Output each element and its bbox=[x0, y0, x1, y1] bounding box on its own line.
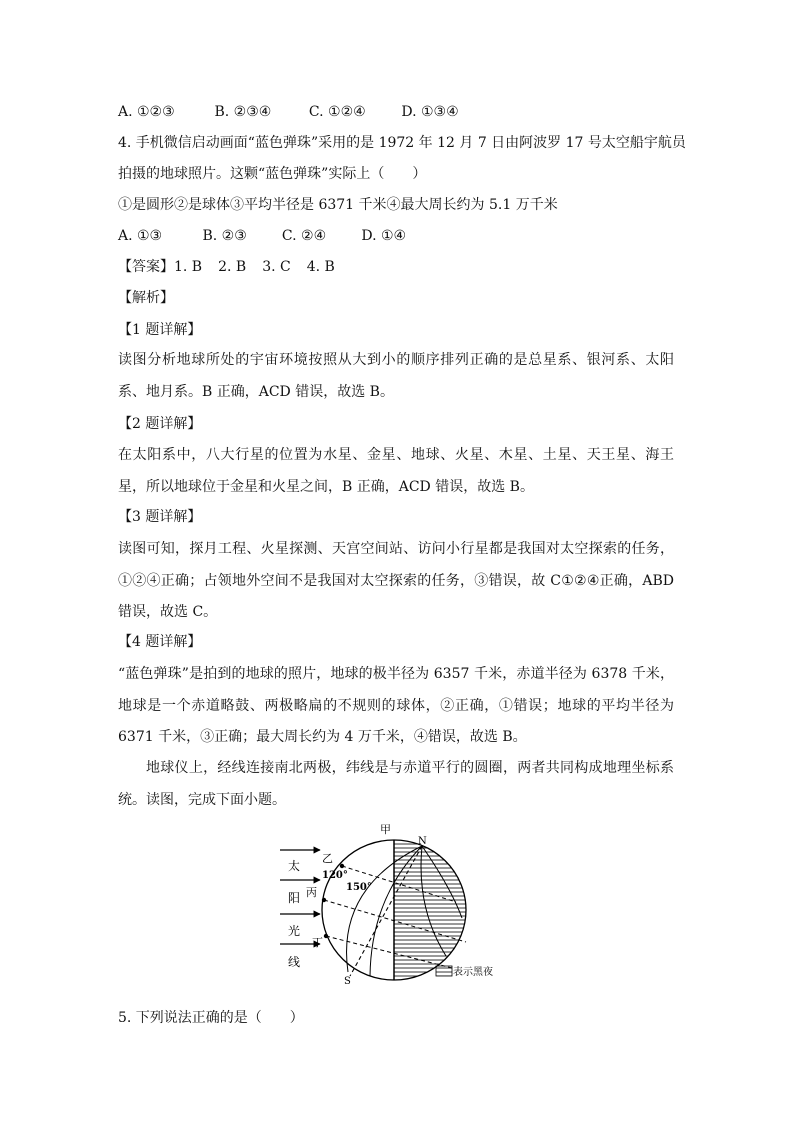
answer-3: 3. C bbox=[262, 259, 291, 275]
answer-line bbox=[118, 257, 351, 277]
globe-figure bbox=[276, 818, 506, 990]
legend-swatch bbox=[436, 966, 452, 976]
q3-option-b: B. ②③④ bbox=[214, 104, 272, 120]
q5-stem: 5. 下列说法正确的是（ ） bbox=[118, 1010, 304, 1026]
sun-char-4: 线 bbox=[288, 955, 301, 969]
q4-statements: ①是圆形②是球体③平均半径是 6371 千米④最大周长约为 5.1 万千米 bbox=[118, 197, 558, 213]
label-bing: 丙 bbox=[306, 886, 317, 899]
q4-option-d: D. ①④ bbox=[361, 228, 407, 244]
q3-heading: 【3 题详解】 bbox=[118, 509, 202, 525]
q4-detail-heading: 【4 题详解】 bbox=[118, 634, 202, 650]
q2-heading: 【2 题详解】 bbox=[118, 416, 202, 432]
point-bing-dot bbox=[322, 898, 326, 902]
analysis-label: 【解析】 bbox=[118, 290, 174, 306]
q3-option-a: A. ①②③ bbox=[118, 104, 175, 120]
q1-heading: 【1 题详解】 bbox=[118, 322, 202, 338]
answer-4: 4. B bbox=[306, 259, 335, 275]
q4-options bbox=[118, 226, 406, 246]
sun-char-1: 太 bbox=[288, 859, 301, 873]
legend-label: 表示黑夜 bbox=[453, 967, 493, 978]
label-yi: 乙 bbox=[322, 852, 333, 865]
intro-paragraph: 地球仪上，经线连接南北两极，纬线是与赤道平行的圆圈，两者共同构成地理坐标系统。读图，完成下面小题。 bbox=[118, 760, 674, 808]
label-south: S bbox=[344, 976, 351, 987]
label-150: 150° bbox=[346, 882, 372, 893]
q3-explanation: 读图可知，探月工程、火星探测、天宫空间站、访问小行星都是我国对太空探索的任务，①②④正确；占领地外空间不是我国对太空探索的任务，③错误，故 C①②④正确，ABD 错误，故选 C。 bbox=[118, 541, 674, 620]
q3-option-c: C. ①②④ bbox=[308, 104, 366, 120]
label-north: N bbox=[418, 836, 427, 847]
q3-option-d: D. ①③④ bbox=[401, 104, 459, 120]
answer-2: 2. B bbox=[218, 259, 247, 275]
point-yi-dot bbox=[340, 864, 344, 868]
point-ding-dot bbox=[324, 934, 328, 938]
q1-explanation: 读图分析地球所处的宇宙环境按照从大到小的顺序排列正确的是总星系、银河系、太阳系、地月系。B 正确，ACD 错误，故选 B。 bbox=[118, 352, 674, 400]
q4-option-a: A. ①③ bbox=[118, 228, 163, 244]
q4-explanation: “蓝色弹珠”是拍到的地球的照片，地球的极半径为 6357 千米，赤道半径为 6378 千米，地球是一个赤道略鼓、两极略扁的不规则的球体，②正确，①错误；地球的平均半径为 6371 千米，③正确；最大周长约为 4 万千米，④错误，故选 B。 bbox=[118, 666, 674, 745]
q4-option-c: C. ②④ bbox=[281, 228, 327, 244]
label-ding: 丁 bbox=[312, 936, 323, 949]
label-jia: 甲 bbox=[380, 823, 391, 836]
sun-char-2: 阳 bbox=[288, 891, 301, 905]
label-120: 120° bbox=[322, 870, 348, 881]
q4-option-b: B. ②③ bbox=[202, 228, 247, 244]
sun-char-3: 光 bbox=[288, 924, 301, 938]
q4-stem-line1: 4. 手机微信启动画面“蓝色弹珠”采用的是 1972 年 12 月 7 日由阿波罗 17 号太空船宇航员 bbox=[118, 135, 686, 151]
q3-options bbox=[118, 102, 459, 122]
q2-explanation: 在太阳系中，八大行星的位置为水星、金星、地球、火星、木星、土星、天王星、海王星，所以地球位于金星和火星之间，B 正确，ACD 错误，故选 B。 bbox=[118, 447, 674, 495]
night-side bbox=[394, 840, 466, 980]
q4-stem-line2: 拍摄的地球照片。这颗“蓝色弹珠”实际上（ ） bbox=[118, 166, 427, 182]
answer-1: 1. B bbox=[174, 259, 203, 275]
answer-label: 【答案】 bbox=[118, 259, 174, 275]
